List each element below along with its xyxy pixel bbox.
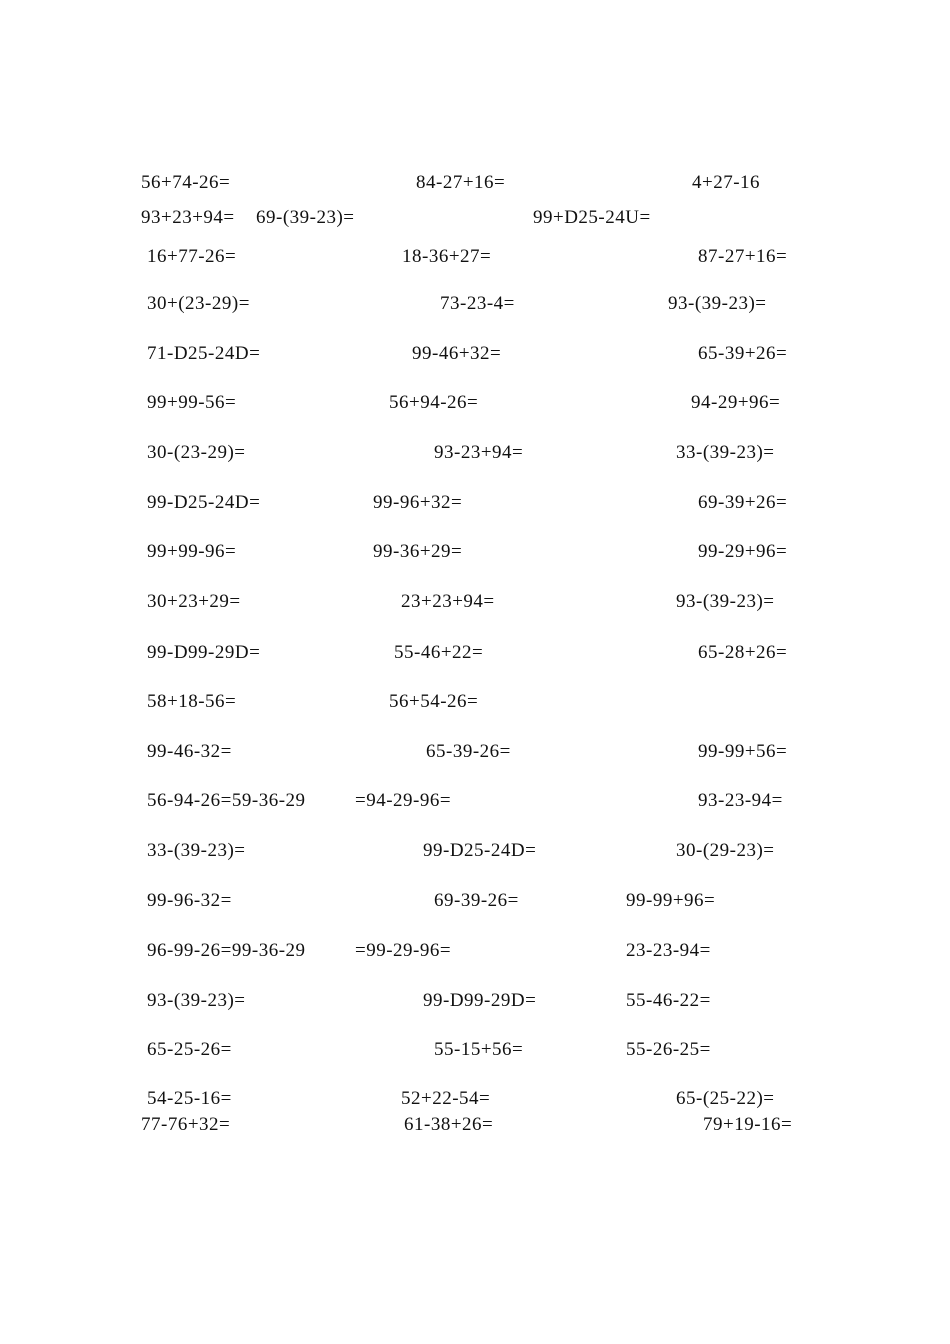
problem: 99-99+96= — [626, 890, 716, 911]
problem: 30-(23-29)= — [147, 442, 246, 463]
problem: 61-38+26= — [404, 1114, 494, 1135]
problem: 93-(39-23)= — [147, 990, 246, 1011]
problem: 99-D99-29D= — [147, 642, 261, 663]
problem: 94-29+96= — [691, 392, 781, 413]
problem: 99-36+29= — [373, 541, 463, 562]
problem: 69-(39-23)= — [256, 207, 355, 228]
problem: 99+99-56= — [147, 392, 237, 413]
problem: 69-39+26= — [698, 492, 788, 513]
problem: 99-D99-29D= — [423, 990, 537, 1011]
problem: 99-96-32= — [147, 890, 232, 911]
problem: 99-29+96= — [698, 541, 788, 562]
problem: 65-25-26= — [147, 1039, 232, 1060]
problem: 18-36+27= — [402, 246, 492, 267]
problem: 93-(39-23)= — [668, 293, 767, 314]
problem: 30-(29-23)= — [676, 840, 775, 861]
problem: 56+94-26= — [389, 392, 479, 413]
problem: 73-23-4= — [440, 293, 515, 314]
problem: 99-99+56= — [698, 741, 788, 762]
problem: 69-39-26= — [434, 890, 519, 911]
problem: 23+23+94= — [401, 591, 495, 612]
problem: 77-76+32= — [141, 1114, 231, 1135]
problem: 71-D25-24D= — [147, 343, 261, 364]
problem: 79+19-16= — [703, 1114, 793, 1135]
problem: 99-96+32= — [373, 492, 463, 513]
problem: 99-46-32= — [147, 741, 232, 762]
problem: 87-27+16= — [698, 246, 788, 267]
problem: 30+(23-29)= — [147, 293, 250, 314]
problem: =99-29-96= — [355, 940, 452, 961]
problem: =94-29-96= — [355, 790, 452, 811]
problem: 56+54-26= — [389, 691, 479, 712]
problem: 55-46-22= — [626, 990, 711, 1011]
problem: 93+23+94= — [141, 207, 235, 228]
problem: 96-99-26=99-36-29 — [147, 940, 306, 961]
problem: 55-46+22= — [394, 642, 484, 663]
problem: 56-94-26=59-36-29 — [147, 790, 306, 811]
problem: 65-(25-22)= — [676, 1088, 775, 1109]
problem: 84-27+16= — [416, 172, 506, 193]
problem: 4+27-16 — [692, 172, 761, 193]
problem: 30+23+29= — [147, 591, 241, 612]
problem: 54-25-16= — [147, 1088, 232, 1109]
problem: 33-(39-23)= — [676, 442, 775, 463]
problem: 56+74-26= — [141, 172, 231, 193]
problem: 99+99-96= — [147, 541, 237, 562]
problem: 99-D25-24D= — [423, 840, 537, 861]
problem: 55-26-25= — [626, 1039, 711, 1060]
problem: 65-28+26= — [698, 642, 788, 663]
problem: 58+18-56= — [147, 691, 237, 712]
problem: 23-23-94= — [626, 940, 711, 961]
problem: 55-15+56= — [434, 1039, 524, 1060]
problem: 93-23-94= — [698, 790, 783, 811]
problem: 65-39+26= — [698, 343, 788, 364]
problem: 33-(39-23)= — [147, 840, 246, 861]
problem: 16+77-26= — [147, 246, 237, 267]
problem: 65-39-26= — [426, 741, 511, 762]
problem: 52+22-54= — [401, 1088, 491, 1109]
problem: 99+D25-24U= — [533, 207, 651, 228]
problem: 93-(39-23)= — [676, 591, 775, 612]
problem: 99-D25-24D= — [147, 492, 261, 513]
problem: 93-23+94= — [434, 442, 524, 463]
problem: 99-46+32= — [412, 343, 502, 364]
